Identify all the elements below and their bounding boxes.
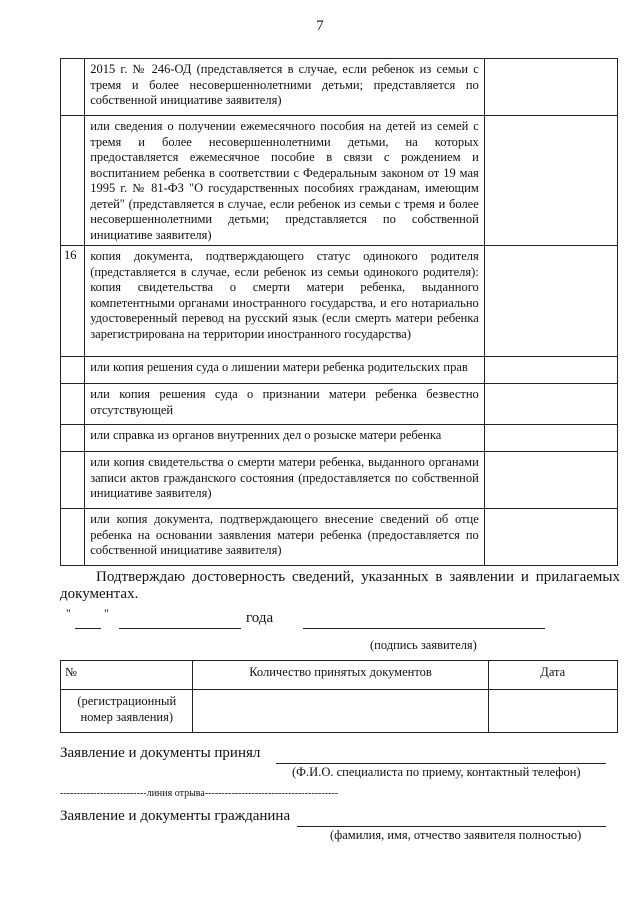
document-description: или копия решения суда о лишении матери ребенка родительских прав bbox=[85, 357, 485, 384]
document-mark-cell[interactable] bbox=[484, 509, 617, 566]
registration-table bbox=[60, 660, 618, 733]
row-number bbox=[61, 452, 85, 509]
document-row bbox=[61, 425, 618, 452]
row-number bbox=[61, 509, 85, 566]
citizen-caption: (фамилия, имя, отчество заявителя полностью) bbox=[330, 828, 582, 842]
signature-field[interactable] bbox=[303, 628, 545, 629]
row-number bbox=[61, 59, 85, 116]
row-number bbox=[61, 384, 85, 425]
document-description: или копия документа, подтверждающего внесение сведений об отце ребенка на основании заявления матери ребенка (предоставляется по собственной инициативе заявителя) bbox=[85, 509, 485, 566]
date-month-field[interactable] bbox=[119, 628, 241, 629]
document-row bbox=[61, 384, 618, 425]
document-description: 2015 г. № 246-ОД (представляется в случае, если ребенок из семьи с тремя и более несовершеннолетними детьми; представляется по собственной инициативе заявителя) bbox=[85, 59, 485, 116]
document-row bbox=[61, 246, 618, 357]
header-doc-count: Количество принятых документов bbox=[193, 661, 488, 690]
row-number bbox=[61, 425, 85, 452]
row-number bbox=[61, 357, 85, 384]
row-number bbox=[61, 116, 85, 246]
signature-caption: (подпись заявителя) bbox=[370, 638, 477, 652]
date-quote-close: " bbox=[104, 606, 109, 620]
document-row bbox=[61, 357, 618, 384]
confirmation-statement: Подтверждаю достоверность сведений, указанных в заявлении и прилагаемых документах. bbox=[60, 569, 620, 602]
document-row bbox=[61, 116, 618, 246]
header-date: Дата bbox=[488, 661, 617, 690]
document-description: или копия решения суда о признании матери ребенка безвестно отсутствующей bbox=[85, 384, 485, 425]
row-number: 16 bbox=[61, 246, 85, 357]
reg-number-label: (регистрационный номер заявления) bbox=[77, 694, 177, 724]
cut-line: --------------------------линия отрыва---------------------------------------- bbox=[60, 788, 339, 799]
document-description: или копия свидетельства о смерти матери ребенка, выданного органами записи актов гражданского состояния (предоставляется по собственной инициативе заявителя) bbox=[85, 452, 485, 509]
citizen-name-field[interactable] bbox=[297, 826, 606, 827]
accepted-caption: (Ф.И.О. специалиста по приему, контактный телефон) bbox=[292, 765, 581, 779]
document-mark-cell[interactable] bbox=[484, 384, 617, 425]
document-description: или сведения о получении ежемесячного пособия на детей из семей с тремя и более несовершеннолетними детьми, на которых предоставляется ежемесячное пособие в связи с рождением и воспитанием ребенка в соответствии с Федеральным законом от 19 мая 1995 г. № 81-ФЗ "О государственных пособиях гражданам, имеющим детей" (представляется в случае, если ребенок из семьи с тремя и более несовершеннолетними детьми; представляется по собственной инициативе заявителя) bbox=[85, 116, 485, 246]
accepted-by-field[interactable] bbox=[276, 763, 606, 764]
document-mark-cell[interactable] bbox=[484, 425, 617, 452]
year-word: года bbox=[246, 610, 274, 626]
document-row bbox=[61, 59, 618, 116]
document-mark-cell[interactable] bbox=[484, 246, 617, 357]
document-description: копия документа, подтверждающего статус одинокого родителя (представляется в случае, если ребенок из семьи одинокого родителя): копия свидетельства о смерти матери ребенка, выданного компетентными органами иностранного государства, и его нотариально удостоверенный перевод на русский язык (если смерть матери ребенка зарегистрирована на территории иностранного государства) bbox=[85, 246, 485, 357]
document-description: или справка из органов внутренних дел о розыске матери ребенка bbox=[85, 425, 485, 452]
header-number: № bbox=[61, 661, 193, 690]
date-quote-open: " bbox=[66, 606, 71, 620]
document-mark-cell[interactable] bbox=[484, 357, 617, 384]
doc-count-cell[interactable] bbox=[193, 690, 488, 733]
document-mark-cell[interactable] bbox=[484, 452, 617, 509]
document-mark-cell[interactable] bbox=[484, 116, 617, 246]
date-cell[interactable] bbox=[488, 690, 617, 733]
accepted-label: Заявление и документы принял bbox=[60, 745, 261, 761]
date-day-field[interactable] bbox=[75, 628, 101, 629]
document-row bbox=[61, 509, 618, 566]
citizen-label: Заявление и документы гражданина bbox=[60, 808, 291, 824]
document-row bbox=[61, 452, 618, 509]
reg-number-cell[interactable] bbox=[61, 690, 193, 733]
document-mark-cell[interactable] bbox=[484, 59, 617, 116]
page-number: 7 bbox=[316, 18, 324, 34]
documents-table bbox=[60, 58, 618, 566]
